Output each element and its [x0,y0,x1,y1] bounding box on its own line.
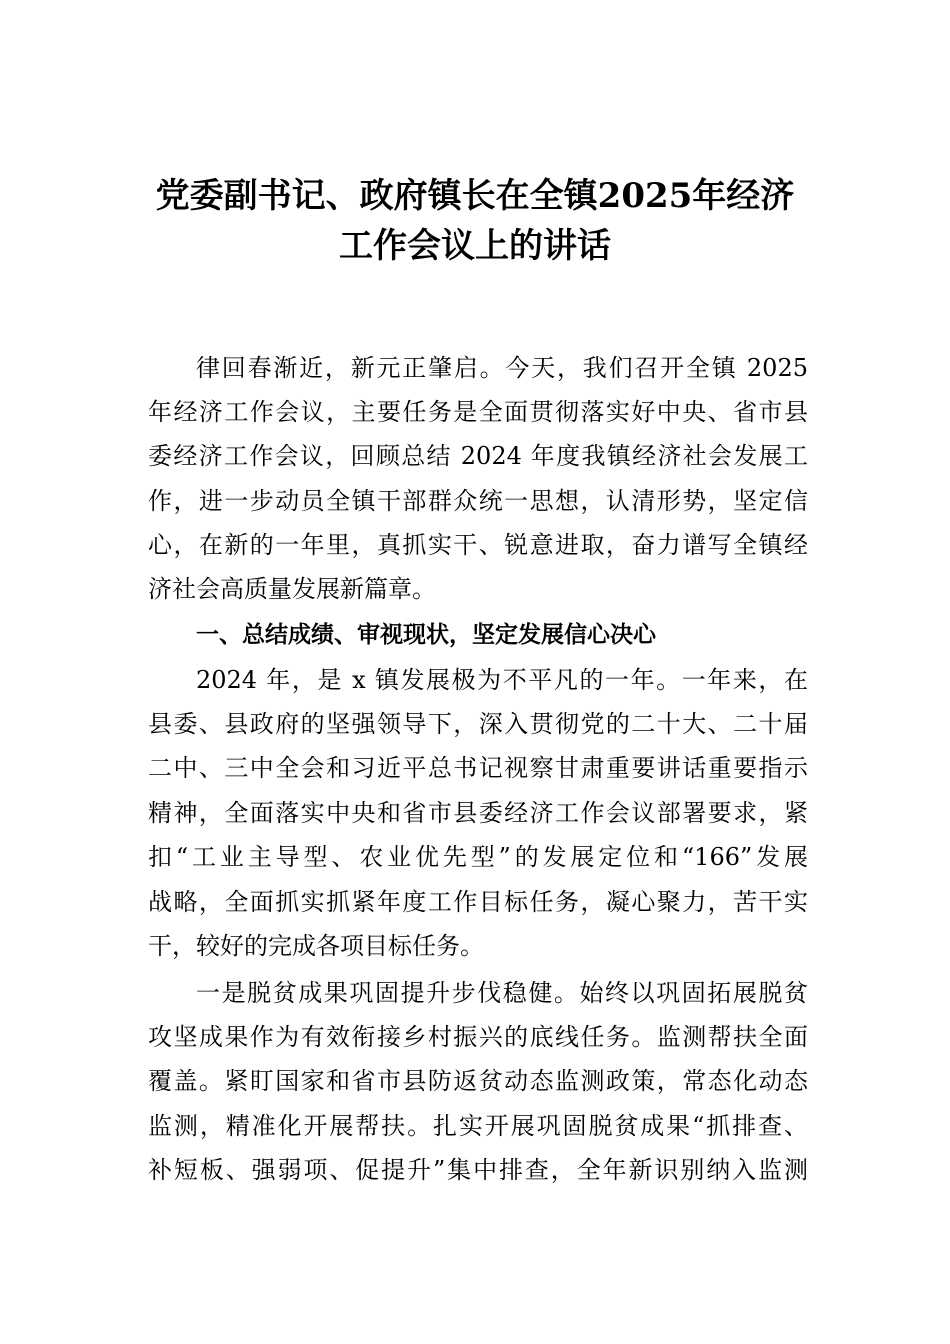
intro-line: 心，在新的一年里，真抓实干、锐意进取，奋力谱写全镇经 [148,531,808,559]
paragraph-line: 扣“工业主导型、农业优先型”的发展定位和“166”发展 [148,843,808,871]
intro-line: 作，进一步动员全镇干部群众统一思想，认清形势，坚定信 [148,487,808,515]
paragraph-line: 战略，全面抓实抓紧年度工作目标任务，凝心聚力，苦干实 [148,888,808,916]
document-title-line-1: 党委副书记、政府镇长在全镇2025年经济 [155,176,795,216]
paragraph-line: 补短板、强弱项、促提升”集中排查，全年新识别纳入监测 [148,1156,808,1184]
paragraph-line: 干，较好的完成各项目标任务。 [148,932,484,960]
intro-line: 律回春渐近，新元正肇启。今天，我们召开全镇 2025 [196,354,808,382]
intro-line: 年经济工作会议，主要任务是全面贯彻落实好中央、省市县 [148,398,808,426]
paragraph-line: 监测，精准化开展帮扶。扎实开展巩固脱贫成果“抓排查、 [148,1112,808,1140]
paragraph-line: 县委、县政府的坚强领导下，深入贯彻党的二十大、二十届 [148,710,808,738]
paragraph-line: 2024 年，是 x 镇发展极为不平凡的一年。一年来，在 [196,666,808,694]
intro-line: 济社会高质量发展新篇章。 [148,575,436,603]
section-heading: 一、总结成绩、审视现状，坚定发展信心决心 [196,622,656,648]
paragraph-line: 精神，全面落实中央和省市县委经济工作会议部署要求，紧 [148,799,808,827]
paragraph-line: 覆盖。紧盯国家和省市县防返贫动态监测政策，常态化动态 [148,1067,808,1095]
intro-line: 委经济工作会议，回顾总结 2024 年度我镇经济社会发展工 [148,442,808,470]
paragraph-line: 一是脱贫成果巩固提升步伐稳健。始终以巩固拓展脱贫 [196,979,808,1007]
paragraph-line: 二中、三中全会和习近平总书记视察甘肃重要讲话重要指示 [148,754,808,782]
document-title-line-2: 工作会议上的讲话 [339,226,611,266]
paragraph-line: 攻坚成果作为有效衔接乡村振兴的底线任务。监测帮扶全面 [148,1023,808,1051]
